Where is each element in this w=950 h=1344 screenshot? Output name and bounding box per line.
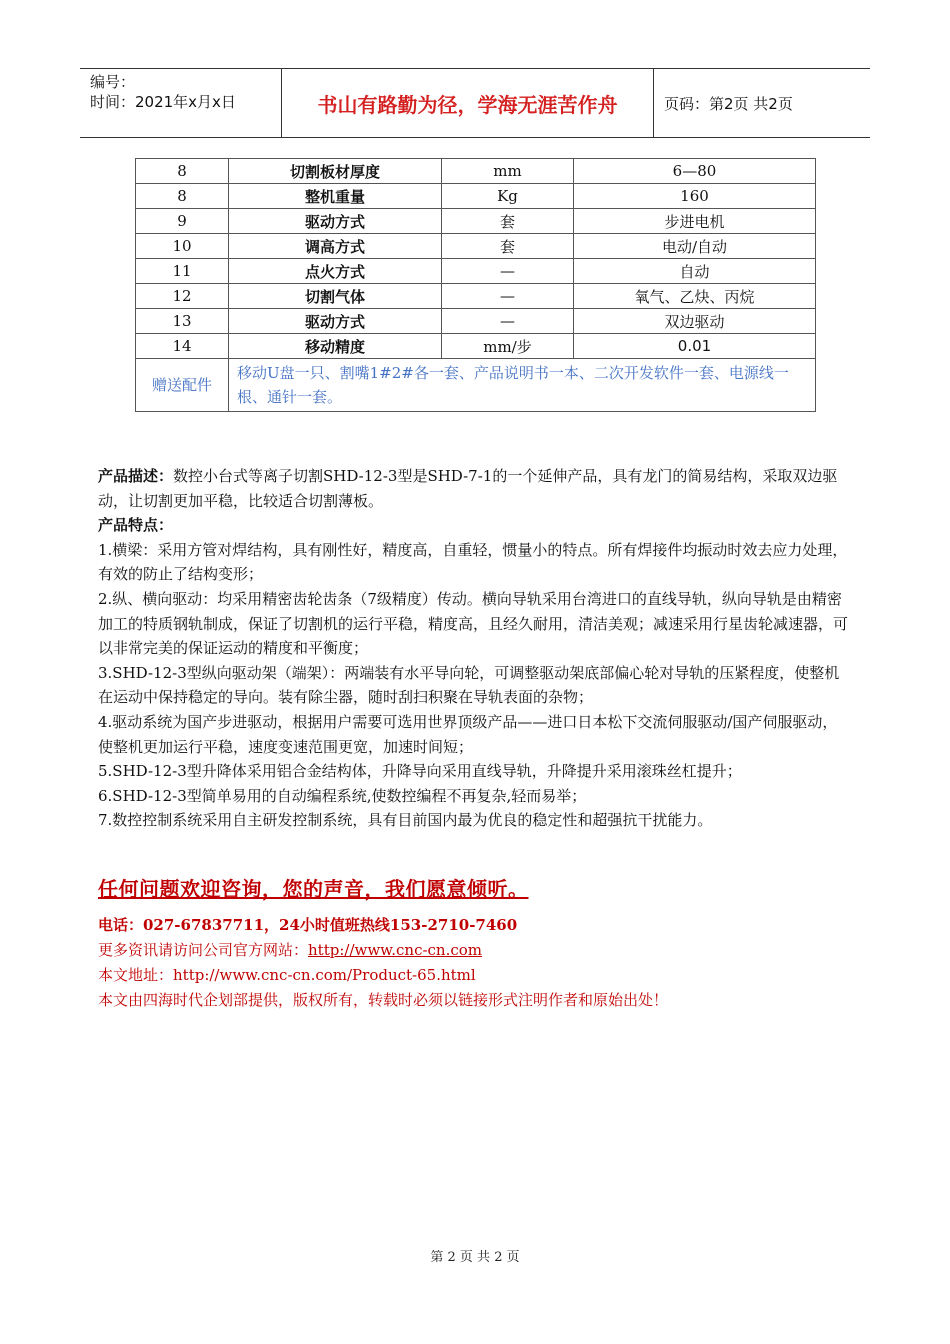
website-link[interactable]: http://www.cnc-cn.com xyxy=(308,941,483,959)
row-name: 驱动方式 xyxy=(229,209,442,234)
description-text: 数控小台式等离子切割SHD-12-3型是SHD-7-1的一个延伸产品，具有龙门的简易结构，采取双边驱动，让切割更加平稳，比较适合切割薄板。 xyxy=(98,467,838,510)
table-row xyxy=(136,159,816,184)
table-row xyxy=(136,184,816,209)
feature-item: 6.SHD-12-3型简单易用的自动编程系统,使数控编程不再复杂,轻而易举； xyxy=(98,786,587,805)
row-number: 11 xyxy=(136,259,229,284)
row-number: 13 xyxy=(136,309,229,334)
table-row xyxy=(136,284,816,309)
table-row xyxy=(136,334,816,359)
feature-item: 5.SHD-12-3型升降体采用铝合金结构体，升降导向采用直线导轨，升降提升采用滚珠丝杠提升； xyxy=(98,762,742,781)
row-value: 160 xyxy=(574,184,816,209)
row-unit: — xyxy=(442,259,574,284)
copyright-line: 本文由四海时代企划部提供，版权所有，转载时必须以链接形式注明作者和原始出处！ xyxy=(98,991,669,1009)
row-number: 8 xyxy=(136,184,229,209)
header-meta xyxy=(80,69,282,137)
description-label: 产品描述： xyxy=(98,467,174,485)
website-line xyxy=(98,938,668,963)
row-unit: Kg xyxy=(442,184,574,209)
features-label: 产品特点： xyxy=(98,516,174,535)
accessory-row xyxy=(136,359,816,412)
row-name: 点火方式 xyxy=(229,259,442,284)
row-name: 切割气体 xyxy=(229,284,442,309)
row-value: 自动 xyxy=(574,259,816,284)
row-unit: mm/步 xyxy=(442,334,574,359)
row-value: 电动/自动 xyxy=(574,234,816,259)
table-row xyxy=(136,234,816,259)
date-label: 时间：2021年x月x日 xyxy=(90,93,236,111)
address-line: 本文地址：http://www.cnc-cn.com/Product-65.html xyxy=(98,966,476,984)
row-name: 切割板材厚度 xyxy=(229,159,442,184)
feature-item: 4.驱动系统为国产步进驱动，根据用户需要可选用世界顶级产品——进口日本松下交流伺服驱动/国产伺服驱动，使整机更加运行平稳，速度变速范围更宽，加速时间短； xyxy=(98,712,838,756)
feature-item: 3.SHD-12-3型纵向驱动架（端架）：两端装有水平导向轮，可调整驱动架底部偏心轮对导轨的压紧程度，使整机在运动中保持稳定的导向。装有除尘器，随时刮扫积聚在导轨表面的杂物； xyxy=(98,663,840,707)
row-number: 12 xyxy=(136,284,229,309)
accessory-label: 赠送配件 xyxy=(136,359,229,412)
row-number: 10 xyxy=(136,234,229,259)
row-name: 调高方式 xyxy=(229,234,442,259)
row-value: 双边驱动 xyxy=(574,309,816,334)
page-header xyxy=(80,68,870,138)
row-value: 氧气、乙炔、丙烷 xyxy=(574,284,816,309)
table-row xyxy=(136,259,816,284)
row-value: 步进电机 xyxy=(574,209,816,234)
header-page-info: 页码：第2页 共2页 xyxy=(664,94,793,113)
row-unit: 套 xyxy=(442,234,574,259)
website-prefix: 更多资讯请访问公司官方网站： xyxy=(98,941,309,959)
table-row xyxy=(136,309,816,334)
number-label: 编号： xyxy=(90,73,136,91)
row-name: 驱动方式 xyxy=(229,309,442,334)
row-unit: — xyxy=(442,309,574,334)
table-row xyxy=(136,209,816,234)
spec-table xyxy=(135,158,816,412)
row-unit: — xyxy=(442,284,574,309)
row-name: 整机重量 xyxy=(229,184,442,209)
row-value: 0.01 xyxy=(574,334,816,359)
slogan: 任何问题欢迎咨询，您的声音，我们愿意倾听。 xyxy=(98,877,529,901)
accessory-text: 移动U盘一只、割嘴1#2#各一套、产品说明书一本、二次开发软件一套、电源线一根、通针一套。 xyxy=(229,359,816,412)
feature-item: 2.纵、横向驱动：均采用精密齿轮齿条（7级精度）传动。横向导轨采用台湾进口的直线导轨，纵向导轨是由精密加工的特质钢轨制成，保证了切割机的运行平稳，精度高，且经久耐用，清洁美观；减速采用行星齿轮减速器，可以非常完美的保证运动的精度和平衡度； xyxy=(98,589,849,658)
row-number: 8 xyxy=(136,159,229,184)
row-unit: 套 xyxy=(442,209,574,234)
row-unit: mm xyxy=(442,159,574,184)
header-motto: 书山有路勤为径，学海无涯苦作舟 xyxy=(282,69,654,137)
product-body xyxy=(98,464,852,833)
row-number: 14 xyxy=(136,334,229,359)
feature-item: 7.数控控制系统采用自主研发控制系统，具有目前国内最为优良的稳定性和超强抗干扰能力。 xyxy=(98,811,713,830)
row-number: 9 xyxy=(136,209,229,234)
row-value: 6—80 xyxy=(574,159,816,184)
page-footer: 第 2 页 共 2 页 xyxy=(430,1250,520,1265)
contact-block xyxy=(98,913,668,1013)
phone-line: 电话：027-67837711，24小时值班热线153-2710-7460 xyxy=(98,916,518,934)
feature-item: 1.横梁：采用方管对焊结构，具有刚性好，精度高，自重轻，惯量小的特点。所有焊接件均振动时效去应力处理，有效的防止了结构变形； xyxy=(98,540,848,584)
product-description xyxy=(98,464,852,513)
row-name: 移动精度 xyxy=(229,334,442,359)
